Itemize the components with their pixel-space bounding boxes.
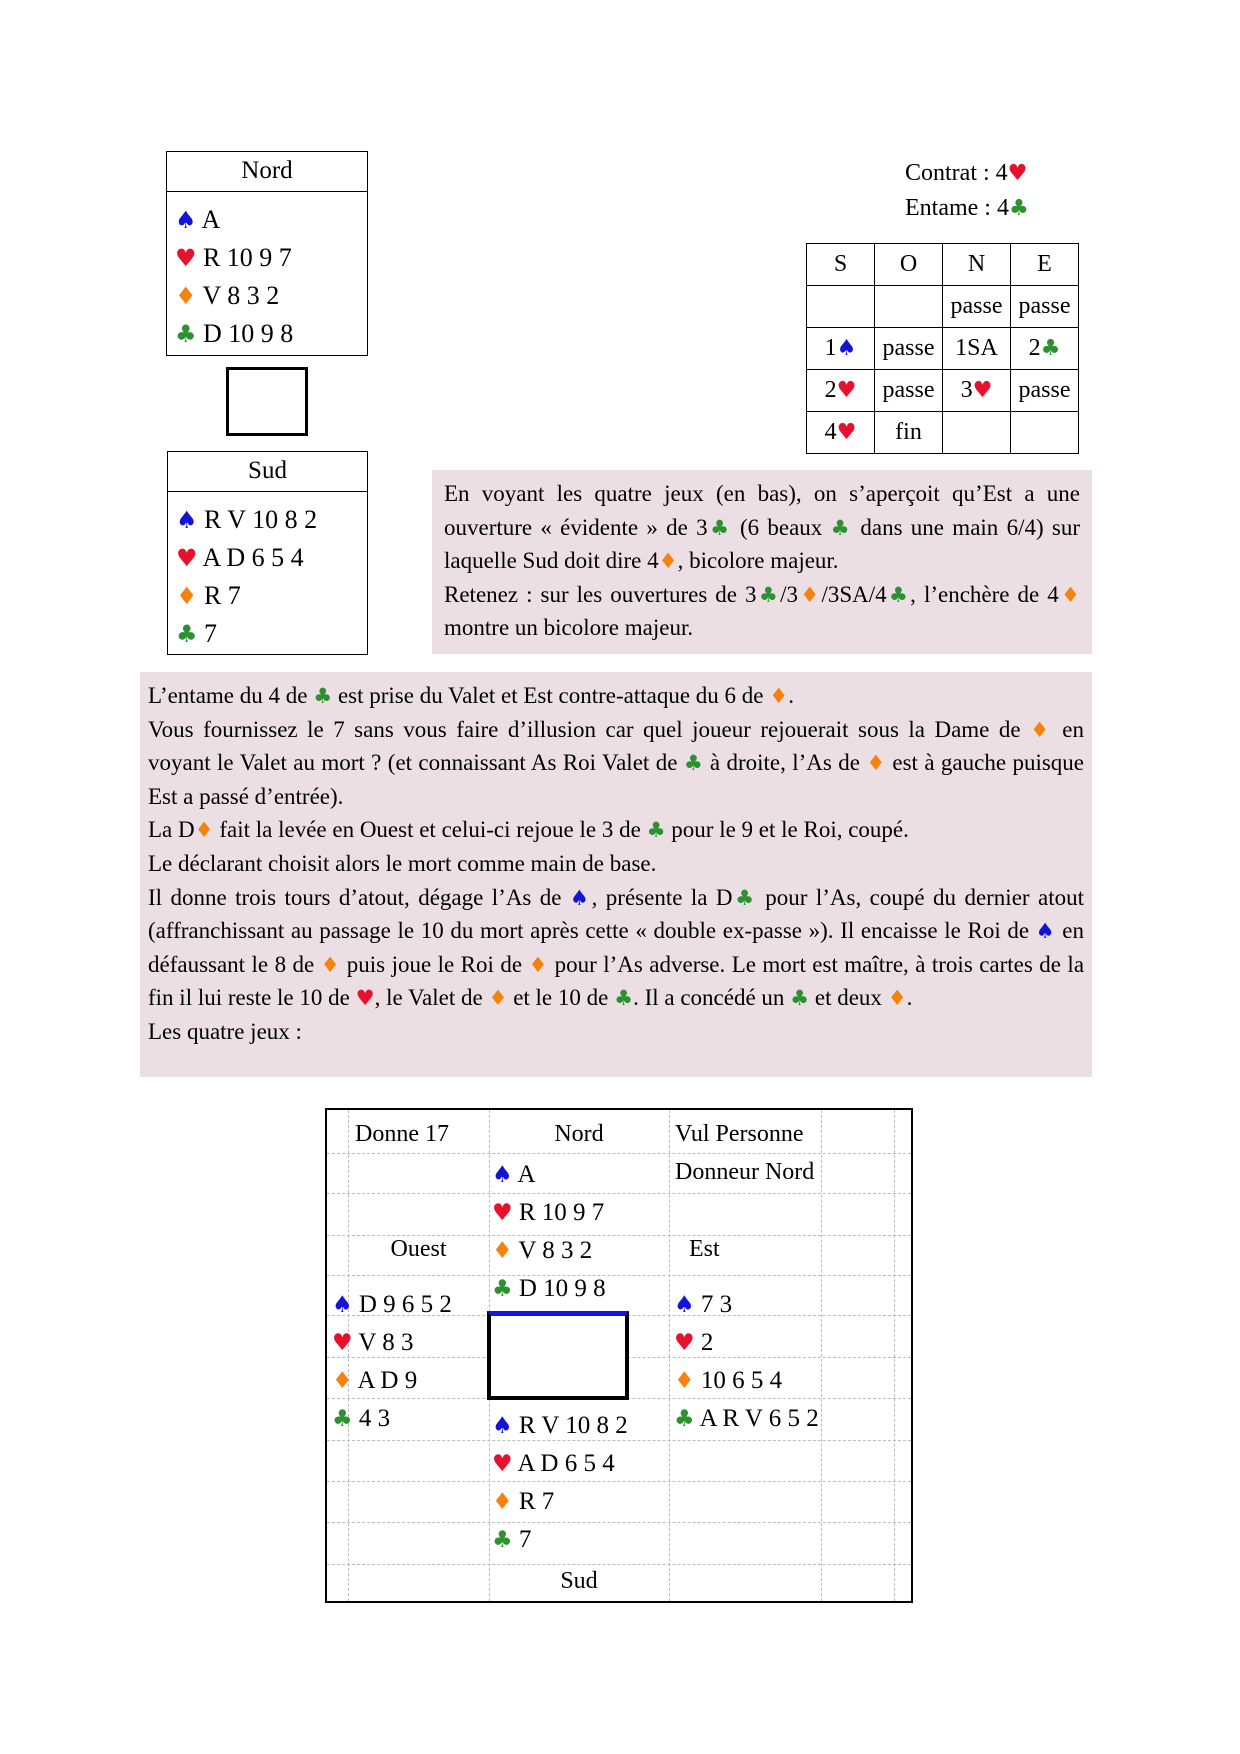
club-suit-icon: ♣ (176, 620, 198, 648)
bid-cell: 2♣ (1011, 328, 1079, 370)
bid-cell (807, 286, 875, 328)
card-line: ♠ 7 3 (674, 1291, 733, 1318)
deal-dealer: Donneur Nord (675, 1159, 815, 1185)
bidding-row (807, 286, 1079, 328)
club-suit-icon: ♣ (830, 514, 853, 540)
spade-suit-icon: ♠ (492, 1162, 513, 1188)
empty-card-box (226, 367, 308, 436)
card-line: ♣ 7 (176, 619, 217, 648)
club-suit-icon: ♣ (886, 581, 911, 607)
grid-line (821, 1110, 822, 1601)
diamond-suit-icon: ♦ (769, 683, 789, 708)
card-line: ♦ A D 9 (332, 1367, 418, 1394)
card-line: ♦ V 8 3 2 (492, 1237, 593, 1264)
note-paragraph: Retenez : sur les ouvertures de 3♣/3♦/3SA/4♣, l’enchère de 4♦ montre un bicolore majeur. (444, 581, 1080, 641)
note-paragraph: En voyant les quatre jeux (en bas), on s’aperçoit qu’Est a une ouverture « évidente » de 3♣ (6 beaux ♣ dans une main 6/4) sur laquelle Sud doit dire 4♦, bicolore majeur. (444, 481, 1081, 574)
heart-suit-icon: ♥ (836, 420, 857, 445)
bid-cell: 4♥ (807, 412, 875, 454)
analysis-paragraph: Les quatre jeux : (148, 1018, 302, 1044)
card-line: ♠ D 9 6 5 2 (332, 1291, 452, 1318)
grid-line (669, 1110, 670, 1601)
bidding-header-row (807, 244, 1079, 286)
south-hand-title: Sud (168, 452, 367, 492)
lead-line: Entame : 4♣ (905, 195, 1029, 221)
bid-cell: passe (1011, 370, 1079, 412)
club-suit-icon: ♣ (1040, 336, 1061, 361)
bid-cell: passe (1011, 286, 1079, 328)
bid-cell (875, 286, 943, 328)
club-suit-icon: ♣ (492, 1527, 513, 1553)
spade-suit-icon: ♠ (332, 1292, 353, 1318)
heart-suit-icon: ♥ (1007, 161, 1028, 186)
north-hand-box (166, 151, 368, 356)
heart-suit-icon: ♥ (492, 1200, 513, 1226)
club-suit-icon: ♣ (756, 581, 781, 607)
spade-suit-icon: ♠ (1035, 918, 1056, 944)
bid-cell: 2♥ (807, 370, 875, 412)
analysis-paragraph: L’entame du 4 de ♣ est prise du Valet et Est contre-attaque du 6 de ♦. (148, 683, 794, 708)
contract-block (905, 156, 1085, 226)
bid-cell: 1SA (943, 328, 1011, 370)
heart-suit-icon: ♥ (674, 1330, 695, 1356)
analysis-paragraph: Il donne trois tours d’atout, dégage l’As de ♠, présente la D♣ pour l’As, coupé du dernier atout (affranchissant au passage le 10 du mort après cette « double ex-passe »). Il encaisse le Roi de ♠ en défaussant le 8 de ♦ puis joue le Roi de ♦ pour l’As adverse. Le mort est maître, à trois cartes de la fin il lui reste le 10 de ♥, le Valet de ♦ et le 10 de ♣. Il a concédé un ♣ et deux ♦. (148, 884, 1085, 1011)
diamond-suit-icon: ♦ (866, 750, 886, 776)
diamond-suit-icon: ♦ (320, 951, 341, 977)
bid-cell: passe (875, 328, 943, 370)
bid-cell: passe (943, 286, 1011, 328)
bidding-header-n: N (943, 244, 1011, 286)
analysis-paragraph: Vous fournissez le 7 sans vous faire d’illusion car quel joueur rejouerait sous la Dame de ♦ en voyant le Valet au mort ? (et connaissant As Roi Valet de ♣ à droite, l’As de ♦ est à gauche puisque Est a passé d’entrée). (148, 716, 1085, 809)
club-suit-icon: ♣ (674, 1406, 695, 1432)
card-line: ♠ A (492, 1161, 536, 1188)
card-line: ♦ V 8 3 2 (175, 281, 280, 310)
grid-line (327, 1275, 911, 1276)
bidding-header-o: O (875, 244, 943, 286)
spade-suit-icon: ♠ (176, 506, 198, 534)
north-hand-title: Nord (167, 152, 367, 192)
bid-cell: 3♥ (943, 370, 1011, 412)
club-suit-icon: ♣ (313, 683, 333, 708)
grid-line (894, 1110, 895, 1601)
club-suit-icon: ♣ (1008, 196, 1029, 221)
card-line: ♣ D 10 9 8 (492, 1275, 606, 1302)
card-line: ♠ R V 10 8 2 (492, 1412, 628, 1439)
heart-suit-icon: ♥ (492, 1451, 513, 1477)
heart-suit-icon: ♥ (176, 544, 198, 572)
heart-suit-icon: ♥ (836, 378, 857, 403)
card-line: ♥ R 10 9 7 (492, 1199, 605, 1226)
diamond-suit-icon: ♦ (528, 951, 549, 977)
diamond-suit-icon: ♦ (1030, 716, 1053, 742)
card-line: ♣ D 10 9 8 (175, 319, 294, 348)
heart-suit-icon: ♥ (175, 244, 197, 272)
south-hand-box (167, 451, 368, 655)
deal-diagram (325, 1108, 913, 1603)
card-line: ♥ A D 6 5 4 (176, 543, 304, 572)
analysis-paragraph: Le déclarant choisit alors le mort comme main de base. (148, 850, 657, 876)
deal-north-hand (492, 1156, 606, 1308)
contract-line: Contrat : 4♥ (905, 160, 1028, 186)
card-line: ♣ 7 (492, 1526, 532, 1553)
grid-line (327, 1153, 911, 1154)
club-suit-icon: ♣ (332, 1406, 353, 1432)
bidding-row (807, 328, 1079, 370)
bidding-row (807, 370, 1079, 412)
card-line: ♣ 4 3 (332, 1405, 391, 1432)
bid-cell: passe (875, 370, 943, 412)
deal-south-hand (492, 1407, 628, 1559)
diamond-suit-icon: ♦ (488, 985, 508, 1011)
heart-suit-icon: ♥ (972, 378, 993, 403)
bid-cell: 1♠ (807, 328, 875, 370)
card-line: ♥ V 8 3 (332, 1329, 414, 1356)
bid-cell (1011, 412, 1079, 454)
south-hand-cards (168, 492, 367, 657)
bid-cell (943, 412, 1011, 454)
club-suit-icon: ♣ (732, 884, 757, 910)
deal-east-label: Est (689, 1236, 720, 1262)
grid-line (327, 1193, 911, 1194)
spade-suit-icon: ♠ (674, 1292, 695, 1318)
diamond-suit-icon: ♦ (1058, 581, 1080, 607)
note-box (432, 470, 1092, 654)
diamond-suit-icon: ♦ (797, 581, 822, 607)
club-suit-icon: ♣ (790, 985, 810, 1011)
diamond-suit-icon: ♦ (176, 582, 198, 610)
diamond-suit-icon: ♦ (175, 282, 197, 310)
deal-west-hand (332, 1286, 452, 1438)
diamond-suit-icon: ♦ (492, 1238, 513, 1264)
club-suit-icon: ♣ (492, 1276, 513, 1302)
bidding-header-e: E (1011, 244, 1079, 286)
card-line: ♦ R 7 (492, 1488, 555, 1515)
analysis-paragraph: La D♦ fait la levée en Ouest et celui-ci rejoue le 3 de ♣ pour le 9 et le Roi, coupé. (148, 817, 909, 843)
trick-box (487, 1311, 629, 1400)
club-suit-icon: ♣ (614, 985, 634, 1011)
analysis-box (140, 672, 1092, 1077)
club-suit-icon: ♣ (646, 817, 666, 843)
bidding-header-s: S (807, 244, 875, 286)
deal-east-hand (674, 1286, 819, 1438)
deal-north-label: Nord (554, 1121, 604, 1147)
bid-cell: fin (875, 412, 943, 454)
card-line: ♠ R V 10 8 2 (176, 505, 318, 534)
north-hand-cards (167, 192, 367, 357)
card-line: ♦ 10 6 5 4 (674, 1367, 783, 1394)
diamond-suit-icon: ♦ (658, 548, 678, 574)
club-suit-icon: ♣ (175, 320, 197, 348)
diamond-suit-icon: ♦ (674, 1368, 695, 1394)
bidding-table (806, 243, 1079, 454)
diamond-suit-icon: ♦ (332, 1368, 353, 1394)
deal-south-label: Sud (560, 1568, 598, 1594)
heart-suit-icon: ♥ (355, 985, 375, 1011)
grid-line (327, 1564, 911, 1565)
heart-suit-icon: ♥ (332, 1330, 353, 1356)
spade-suit-icon: ♠ (836, 336, 857, 361)
card-line: ♥ 2 (674, 1329, 714, 1356)
card-line: ♣ A R V 6 5 2 (674, 1405, 819, 1432)
spade-suit-icon: ♠ (569, 884, 592, 910)
diamond-suit-icon: ♦ (194, 817, 214, 843)
card-line: ♠ A (175, 205, 221, 234)
card-line: ♥ R 10 9 7 (175, 243, 292, 272)
deal-vulnerability: Vul Personne (675, 1121, 804, 1147)
bidding-row (807, 412, 1079, 454)
card-line: ♥ A D 6 5 4 (492, 1450, 615, 1477)
club-suit-icon: ♣ (707, 514, 732, 540)
deal-west-label: Ouest (390, 1236, 447, 1262)
club-suit-icon: ♣ (683, 750, 704, 776)
diamond-suit-icon: ♦ (492, 1489, 513, 1515)
spade-suit-icon: ♠ (175, 206, 197, 234)
deal-board-number: Donne 17 (355, 1121, 449, 1147)
diamond-suit-icon: ♦ (887, 985, 907, 1011)
spade-suit-icon: ♠ (492, 1413, 513, 1439)
card-line: ♦ R 7 (176, 581, 241, 610)
